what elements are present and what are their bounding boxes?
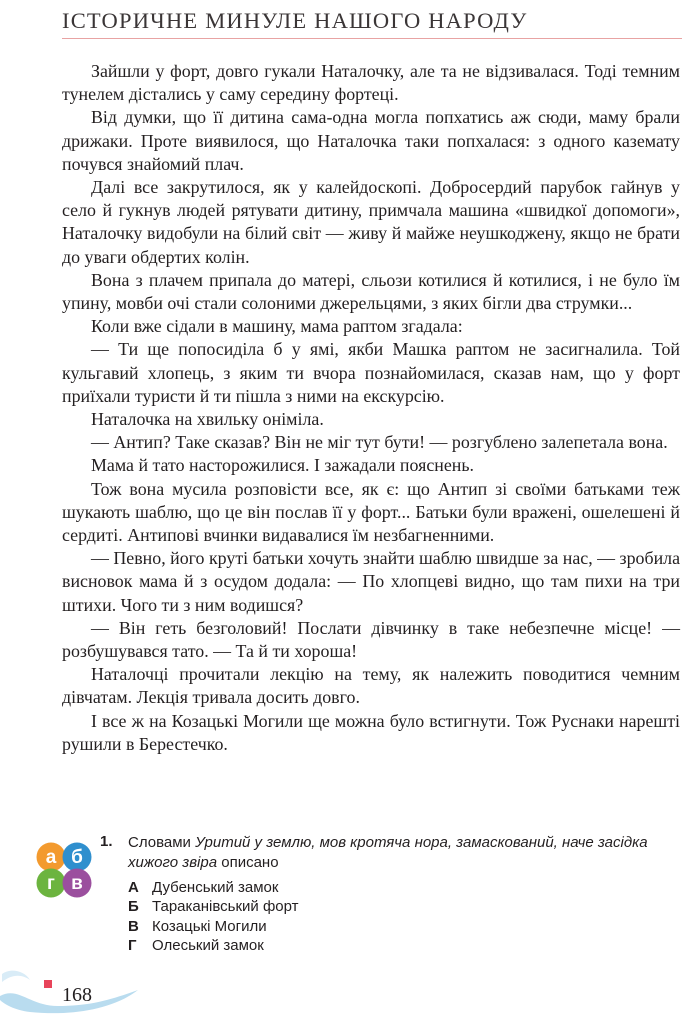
answer-options <box>128 878 299 956</box>
question-prompt-start: Словами <box>128 834 196 851</box>
question-quote: Уритий у землю, мов кротяча нора, замаскований, наче засідка хижого звіра <box>128 834 648 871</box>
running-header: ІСТОРИЧНЕ МИНУЛЕ НАШОГО НАРОДУ <box>62 8 528 33</box>
paragraph: Від думки, що її дитина сама-одна могла попхатись аж сюди, маму брали дрижаки. Проте виявилося, що Наталочка таки попхалася: з одного каземату почувся знайомий плач. <box>62 107 680 174</box>
paragraph: І все ж на Козацькі Могили ще можна було встигнути. Тож Руснаки нарешті рушили в Берестечко. <box>62 710 680 754</box>
paragraph: — Він геть безголовий! Послати дівчинку в таке небезпечне місце! — розбушувався тато. — Та й ти хороша! <box>62 617 680 662</box>
page-marker-square <box>44 980 52 988</box>
paragraph: Коли вже сідали в машину, мама раптом згадала: <box>91 316 463 337</box>
quiz-icon-letter: в <box>71 873 83 894</box>
answer-option-v[interactable] <box>128 917 299 936</box>
quiz-abvg-icon <box>36 842 92 898</box>
option-letter: А <box>128 879 139 896</box>
quiz-icon-letter: а <box>45 847 57 868</box>
option-text: Дубенський замок <box>152 879 279 896</box>
question-text <box>128 833 680 872</box>
question-number: 1. <box>100 833 113 850</box>
page-number: 168 <box>62 984 92 1006</box>
quiz-icon-letter: г <box>47 873 55 894</box>
option-text: Козацькі Могили <box>152 917 267 935</box>
paragraph: — Ти ще попосиділа б у ямі, якби Машка раптом не засигналила. Той кульгавий хлопець, з яким ти вчора познайомилася, сказав нам, що у форт приїхали туристи й ти пішла з ними на екскурсію. <box>62 339 680 406</box>
option-letter: Б <box>128 898 139 916</box>
answer-option-g[interactable] <box>128 936 299 955</box>
quiz-section <box>0 830 695 960</box>
option-letter: В <box>128 917 139 935</box>
paragraph: — Антип? Таке сказав? Він не міг тут бути! — розгублено залепетала вона. <box>91 432 668 453</box>
paragraph: Мама й тато насторожилися. І зажадали пояснень. <box>91 455 474 476</box>
option-text: Олеський замок <box>152 937 264 955</box>
answer-option-a[interactable] <box>128 878 299 897</box>
question-prompt-end: описано <box>217 853 279 871</box>
paragraph: Далі все закрутилося, як у калейдоскопі. Добросердий парубок гайнув у село й гукнув людей рятувати дитину, примчала машина «швидкої допомоги», Наталочку видобули на білий світ — живу й майже неушкоджену, якщо не брати до уваги обдертих колін. <box>62 177 680 267</box>
option-letter: Г <box>128 937 137 955</box>
option-text: Тараканівський форт <box>152 898 299 916</box>
paragraph: Зайшли у форт, довго гукали Наталочку, але та не відзивалася. Тоді темним тунелем дістались у саму середину фортеці. <box>62 61 680 105</box>
header-divider <box>62 38 682 39</box>
answer-option-b[interactable] <box>128 897 299 916</box>
paragraph: Наталочці прочитали лекцію на тему, як належить поводитися чемним дівчатам. Лекція тривала досить довго. <box>62 664 680 708</box>
paragraph: Вона з плачем припала до матері, сльози котилися й котилися, і не було їм упину, мовби очі стали солоними джерельцями, з яких бігли два струмки... <box>62 269 680 314</box>
paragraph: Тож вона мусила розповісти все, як є: що Антип зі своїми батьками теж шукають шаблю, що це він послав її у форт... Батьки були вражені, ошелешені й сердиті. Антипові вчинки видавалися їм незбагненними. <box>62 478 680 546</box>
paragraph: — Певно, його круті батьки хочуть знайти шаблю швидше за нас, — зробила висновок мама й з осудом додала: — По хлопцеві видно, що там пихи на три штихи. Чого ти з ним водишся? <box>62 548 681 615</box>
paragraph: Наталочка на хвильку оніміла. <box>91 409 324 430</box>
quiz-icon-letter: б <box>71 847 83 868</box>
story-text <box>62 60 680 756</box>
swoosh-curl <box>2 971 30 982</box>
